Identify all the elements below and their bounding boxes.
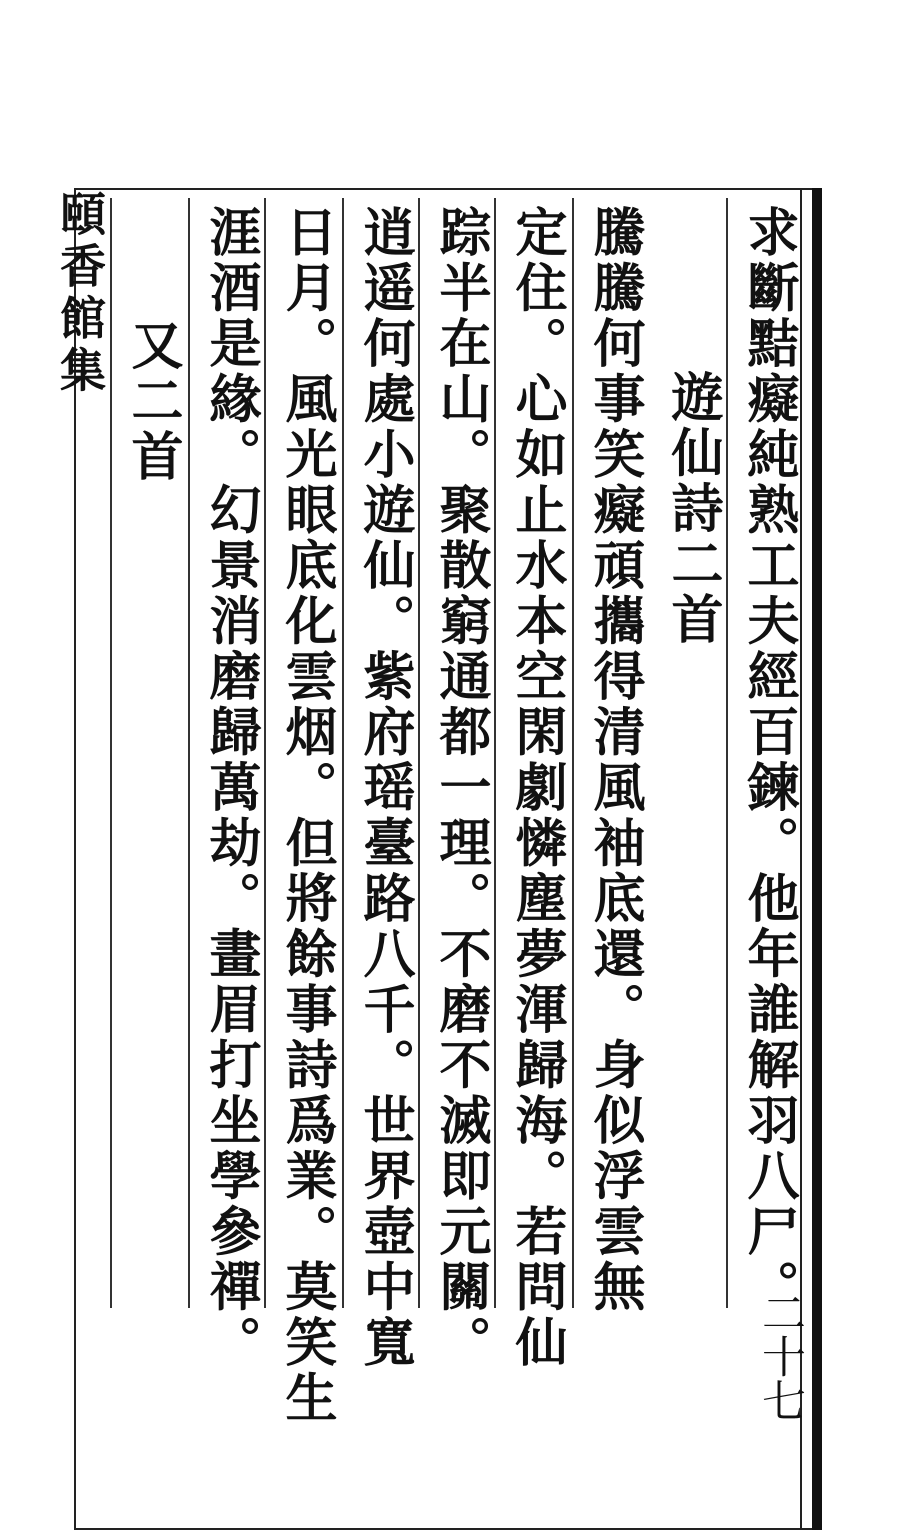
poem-title-column: 遊仙詩二首 — [662, 370, 723, 648]
text-column-3: 騰騰何事笑癡頑攜得清風袖底還。身似浮雲無 — [584, 205, 645, 1315]
text-column-7: 日月。風光眼底化雲烟。但將餘事詩爲業。莫笑生 — [276, 205, 337, 1426]
text-column-4: 定住。心如止水本空閑劇憐塵夢渾歸海。若問仙 — [506, 205, 567, 1371]
column-divider — [188, 198, 190, 1308]
column-divider — [572, 198, 574, 1308]
frame-right-outer-border — [812, 188, 822, 1530]
column-divider — [418, 198, 420, 1308]
text-column-1: 求斷黠癡純熟工夫經百鍊。他年誰解羽八尸。 — [738, 205, 799, 1315]
folio-page-number: 二十七 — [754, 1290, 805, 1422]
text-column-8: 涯酒是緣。幻景消磨歸萬劫。畫眉打坐學參禪。 — [200, 205, 261, 1371]
column-divider — [264, 198, 266, 1308]
column-divider — [494, 198, 496, 1308]
frame-top-border — [74, 188, 822, 190]
column-divider — [726, 198, 728, 1308]
poem-title-column-2: 又二首 — [122, 318, 183, 485]
column-divider — [342, 198, 344, 1308]
margin-book-title: 頤香館集 — [53, 190, 107, 398]
text-column-5: 踪半在山。聚散窮通都一理。不磨不滅即元關。 — [430, 205, 491, 1371]
text-column-6: 逍遥何處小遊仙。紫府瑶臺路八千。世界壺中寬 — [354, 205, 415, 1371]
column-divider — [110, 198, 112, 1308]
